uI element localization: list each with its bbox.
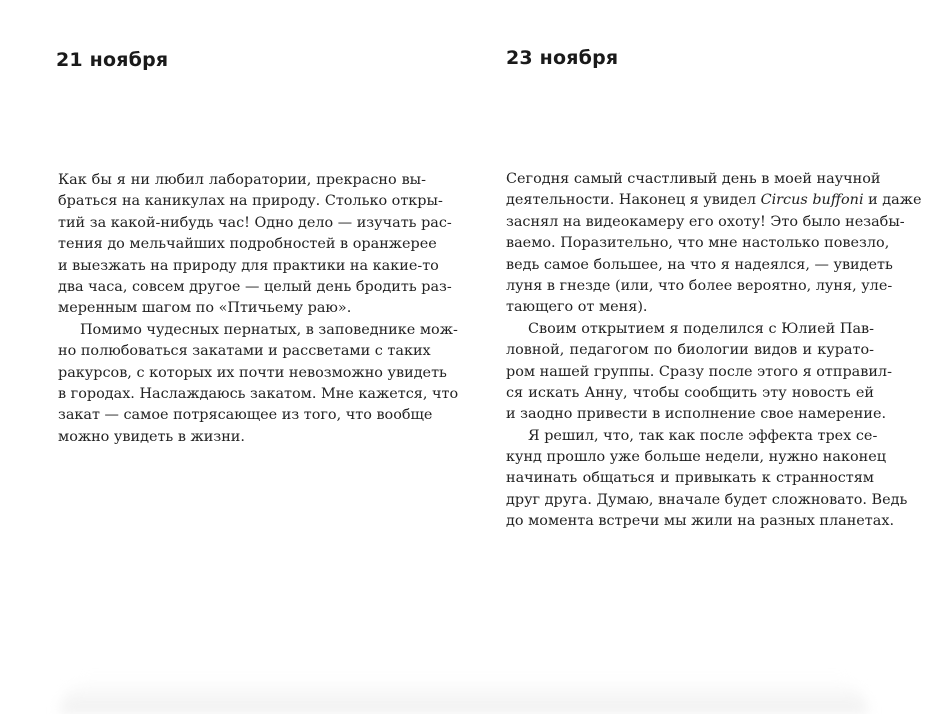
text-line: тения до мельчайших подробностей в оранжерее — [58, 236, 437, 253]
text-line: ся искать Анну, чтобы сообщить эту новость ей — [506, 384, 874, 401]
species-name-italic: Circus buffoni — [760, 192, 864, 209]
text-line: закат — самое потрясающее из того, что вообще — [58, 407, 433, 424]
entry-body-text — [506, 169, 922, 533]
text-line — [506, 190, 922, 211]
text-line: ракурсов, с которых их почти невозможно увидеть — [58, 364, 447, 381]
text-line: тающего от меня). — [506, 299, 648, 316]
text-line: тий за какой-нибудь час! Одно дело — изучать рас- — [58, 214, 452, 231]
text-line: заснял на видеокамеру его охоту! Это было незабы- — [506, 213, 905, 230]
text-line: Я решил, что, так как после эффекта трех се- — [528, 427, 878, 444]
text-line: Своим открытием я поделился с Юлией Пав- — [528, 320, 874, 337]
text-line: и заодно привести в исполнение свое намерение. — [506, 406, 887, 423]
right-page — [464, 0, 928, 714]
text-line: но полюбоваться закатами и рассветами с таких — [58, 343, 431, 360]
text-line: в городах. Наслаждаюсь закатом. Мне кажется, что — [58, 385, 459, 402]
entry-date-heading: 21 ноября — [56, 49, 169, 71]
text-line: ваемо. Поразительно, что мне настолько повезло, — [506, 235, 890, 252]
text-line: и выезжать на природу для практики на какие-то — [58, 257, 439, 274]
text-line: Сегодня самый счастливый день в моей научной — [506, 171, 881, 187]
text-line: два часа, совсем другое — целый день бродить раз- — [58, 278, 452, 295]
page-bottom-shadow — [60, 678, 868, 714]
text-line: ловной, педагогом по биологии видов и курато- — [506, 342, 874, 359]
text-line: меренным шагом по «Птичьему раю». — [58, 300, 352, 317]
text-line: до момента встречи мы жили на разных планетах. — [506, 513, 895, 530]
text-line: браться на каникулах на природу. Столько откры- — [58, 193, 443, 210]
text-line: луня в гнезде (или, что более вероятно, луня, уле- — [506, 277, 893, 294]
text-line: друг друга. Думаю, вначале будет сложновато. Ведь — [506, 491, 908, 508]
text-line: начинать общаться и привыкать к странностям — [506, 470, 874, 487]
text-run: деятельности. Наконец я увидел — [506, 192, 761, 209]
text-run: и даже — [863, 192, 922, 209]
text-line: можно увидеть в жизни. — [58, 428, 245, 445]
text-line: Помимо чудесных пернатых, в заповеднике мож- — [80, 321, 458, 338]
entry-body-text — [58, 170, 459, 448]
entry-date-heading: 23 ноября — [506, 47, 619, 69]
text-line: ведь самое большее, на что я надеялся, — увидеть — [506, 256, 893, 273]
text-line: Как бы я ни любил лаборатории, прекрасно вы- — [58, 172, 426, 188]
text-line: ром нашей группы. Сразу после этого я отправил- — [506, 363, 892, 380]
text-line: кунд прошло уже больше недели, нужно наконец — [506, 449, 886, 466]
